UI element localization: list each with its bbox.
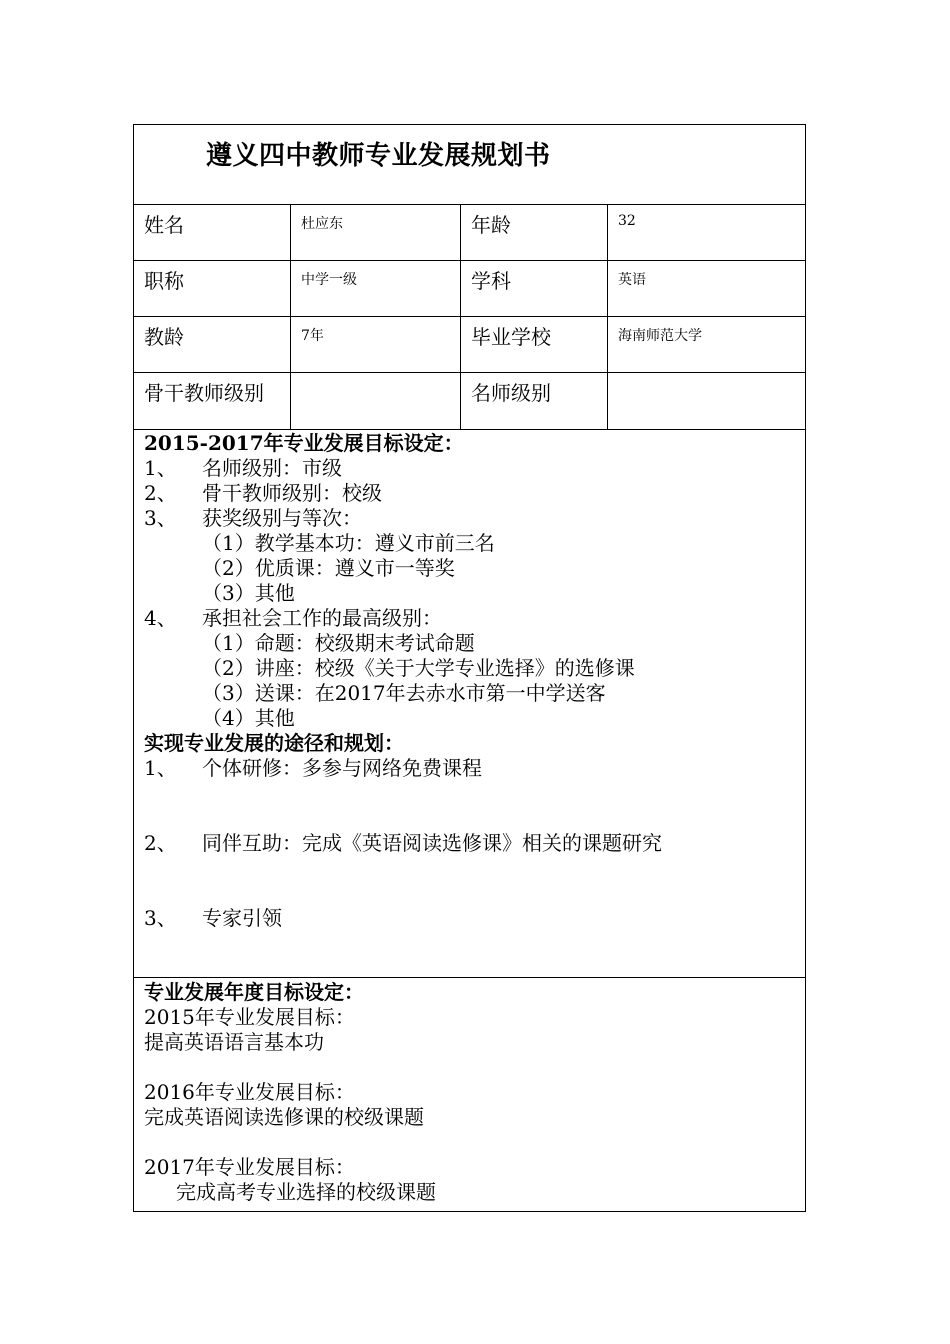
list-item [144,831,795,856]
item-text: 个体研修：多参与网络免费课程 [202,756,482,780]
year-goal-2017: 完成高考专业选择的校级课题 [176,1180,436,1204]
item-number: 1、 [144,756,177,780]
sub-item: （4）其他 [202,706,295,730]
goals-section [134,430,805,978]
famous-label: 名师级别 [461,373,608,429]
subject-value: 英语 [618,272,646,288]
item-number: 2、 [144,481,177,505]
years-label: 教龄 [134,317,291,372]
year-goal-2016: 完成英语阅读选修课的校级课题 [144,1105,424,1129]
item-text: 同伴互助：完成《英语阅读选修课》相关的课题研究 [202,831,662,855]
age-value: 32 [618,213,636,229]
item-number: 3、 [144,906,177,930]
name-value: 杜应东 [291,205,461,260]
sub-item: （3）其他 [202,581,295,605]
years-value: 7年 [291,317,461,372]
sub-item: （2）优质课：遵义市一等奖 [202,556,455,580]
title-row [134,125,805,205]
annual-heading: 专业发展年度目标设定： [144,980,364,1004]
backbone-value [291,373,461,429]
annual-section [134,978,805,1211]
path-heading: 实现专业发展的途径和规划： [144,731,404,755]
item-number: 2、 [144,831,177,855]
year-label-2015: 2015年专业发展目标： [144,1005,355,1029]
sub-item: （2）讲座：校级《关于大学专业选择》的选修课 [202,656,635,680]
sub-item: （1）教学基本功：遵义市前三名 [202,531,495,555]
name-label: 姓名 [134,205,291,260]
list-item [144,506,795,531]
age-label: 年龄 [461,205,608,260]
goals-heading: 2015-2017年专业发展目标设定： [144,431,464,455]
info-row-backbone [134,373,805,430]
item-number: 4、 [144,606,177,630]
rank-value: 中学一级 [291,261,461,316]
info-row-name [134,205,805,261]
year-label-2017: 2017年专业发展目标： [144,1155,355,1179]
item-text: 名师级别：市级 [202,456,342,480]
list-item [144,906,795,931]
item-text: 专家引领 [202,906,282,930]
sub-item: （3）送课：在2017年去赤水市第一中学送客 [202,681,606,705]
document-title: 遵义四中教师专业发展规划书 [206,141,551,171]
sub-item: （1）命题：校级期末考试命题 [202,631,475,655]
list-item [144,481,795,506]
list-item [144,606,795,631]
rank-label: 职称 [134,261,291,316]
item-number: 1、 [144,456,177,480]
backbone-label: 骨干教师级别 [134,373,291,429]
year-label-2016: 2016年专业发展目标： [144,1080,355,1104]
list-item [144,456,795,481]
item-number: 3、 [144,506,177,530]
school-value: 海南师范大学 [618,328,702,344]
school-label: 毕业学校 [461,317,608,372]
item-text: 承担社会工作的最高级别： [202,606,442,630]
list-item [144,756,795,781]
info-row-years [134,317,805,373]
item-text: 骨干教师级别：校级 [202,481,382,505]
year-goal-2015: 提高英语语言基本功 [144,1030,324,1054]
info-row-rank [134,261,805,317]
plan-document [133,124,806,1212]
item-text: 获奖级别与等次： [202,506,362,530]
subject-label: 学科 [461,261,608,316]
famous-value [608,373,805,429]
